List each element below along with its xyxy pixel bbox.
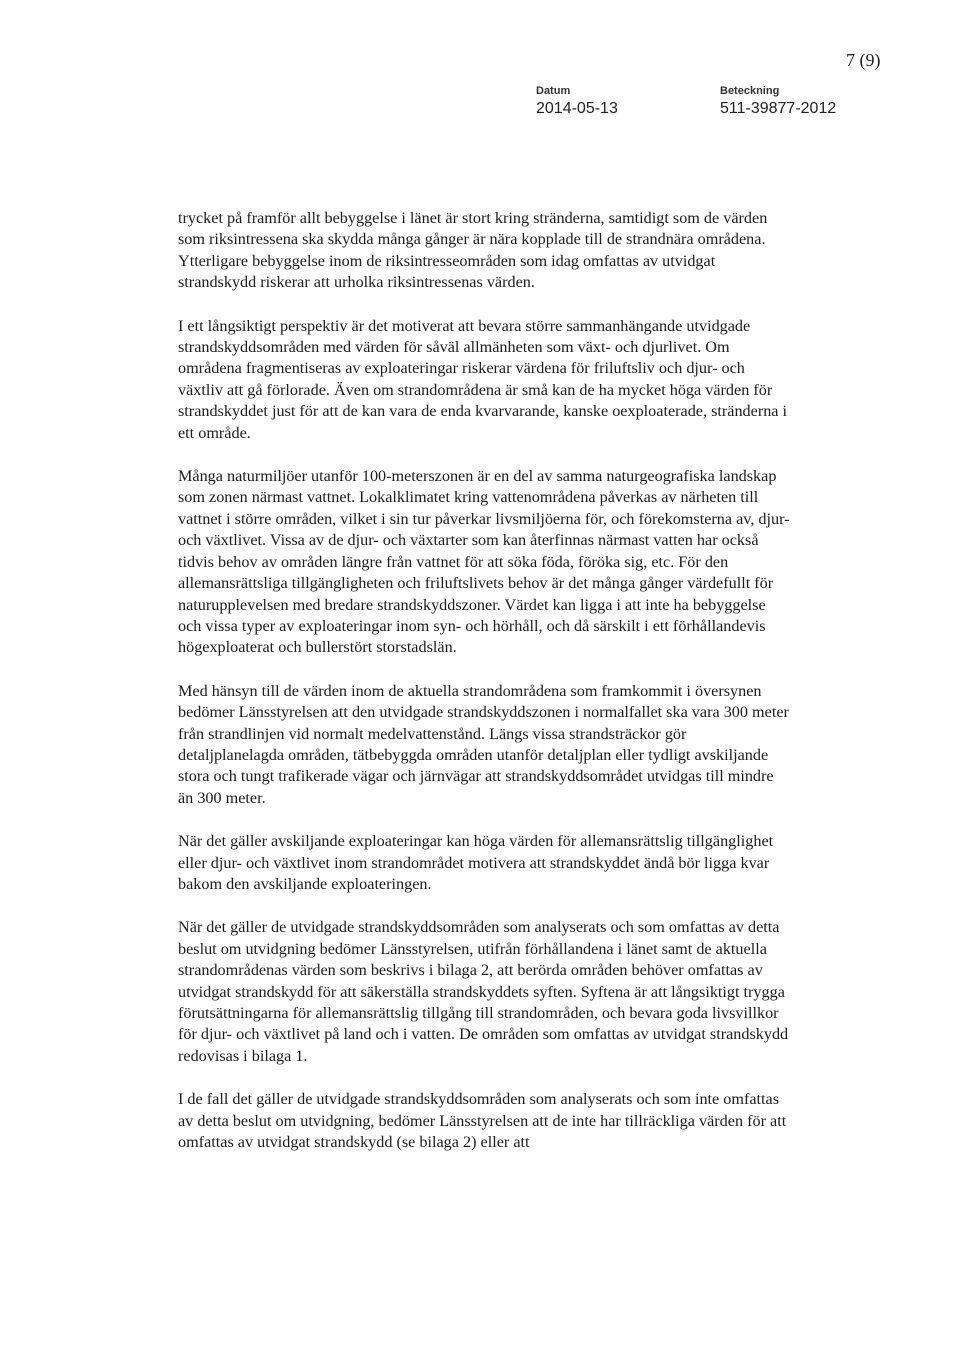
date-label: Datum [536, 85, 571, 97]
reference-value: 511-39877-2012 [720, 100, 837, 117]
paragraph-7: I de fall det gäller de utvidgade strandskyddsområden som analyserats och som inte omfattas av detta beslut om utvidgning, bedömer Länsstyrelsen att de inte har tillräckliga värden för att omfattas av utvidgat strandskydd (se bilaga 2) eller att [178, 1090, 787, 1152]
reference-label: Beteckning [720, 85, 780, 97]
reference-block [720, 84, 836, 120]
paragraph-2: I ett långsiktigt perspektiv är det motiverat att bevara större sammanhängande utvidgade strandskyddsområden med värden för såväl allmänheten som växt- och djurlivet. Om områdena fragmentiseras av exploateringar riskerar värdena för friluftsliv och djur- och växtliv att gå förlorade. Även om strandområdena är små kan de ha mycket höga värden för strandskyddet just för att de kan vara de enda kvarvarande, kanske oexploaterade, stränderna i ett område. [178, 316, 788, 442]
paragraph-3: Många naturmiljöer utanför 100-meterszonen är en del av samma naturgeografiska landskap som zonen närmast vattnet. Lokalklimatet kring vattenområdena påverkas av närheten till vattnet i större områden, vilket i sin tur påverkar livsmiljöerna för, och förekomsterna av, djur- och växtlivet. Vissa av de djur- och växtarter som kan återfinnas närmast vatten har också tidvis behov av områden längre från vattnet för att söka föda, föröka sig, etc. För den allemansrättsliga tillgängligheten och friluftslivets behov är det många gånger värdefullt för naturupplevelsen med bredare strandskyddszoner. Värdet kan ligga i att inte ha bebyggelse och vissa typer av exploateringar inom syn- och hörhåll, och då särskilt i ett förhållandevis högexploaterat och bullerstört storstadslän. [178, 467, 790, 657]
page-number: 7 (9) [846, 50, 881, 70]
date-block [536, 84, 618, 120]
date-value: 2014-05-13 [536, 100, 618, 117]
paragraph-6: När det gäller de utvidgade strandskyddsområden som analyserats och som omfattas av detta beslut om utvidgning bedömer Länsstyrelsen, utifrån förhållandena i länet samt de aktuella strandområdenas värden som beskrivs i bilaga 2, att berörda områden behöver omfattas av utvidgat strandskydd för att säkerställa strandskyddets syften. Syftena är att långsiktigt trygga förutsättningarna för allemansrättslig tillgång till strandområden, och bevara goda livsvillkor för djur- och växtlivet på land och i vatten. De områden som omfattas av utvidgat strandskydd redovisas i bilaga 1. [178, 918, 789, 1065]
paragraph-4: Med hänsyn till de värden inom de aktuella strandområdena som framkommit i översynen bedömer Länsstyrelsen att den utvidgade strandskyddszonen i normalfallet ska vara 300 meter från strandlinjen vid normalt medelvattenstånd. Längs vissa strandsträckor gör detaljplanelagda områden, tätbebyggda områden utanför detaljplan eller tydligt avskiljande stora och tungt trafikerade vägar och järnvägar att strandskyddsområdet utvidgas till mindre än 300 meter. [178, 681, 789, 807]
paragraph-5: När det gäller avskiljande exploateringar kan höga värden för allemansrättslig tillgänglighet eller djur- och växtlivet inom strandområdet motivera att strandskyddet ändå bör ligga kvar bakom den avskiljande exploateringen. [178, 832, 774, 893]
body-text [178, 208, 790, 1175]
paragraph-1: trycket på framför allt bebyggelse i länet är stort kring stränderna, samtidigt som de värden som riksintressena ska skydda många gånger är nära kopplade till de strandnära områdena. Ytterligare bebyggelse inom de riksintresseområden som idag omfattas av utvidgat strandskydd riskerar att urholka riksintressenas värden. [178, 209, 768, 292]
